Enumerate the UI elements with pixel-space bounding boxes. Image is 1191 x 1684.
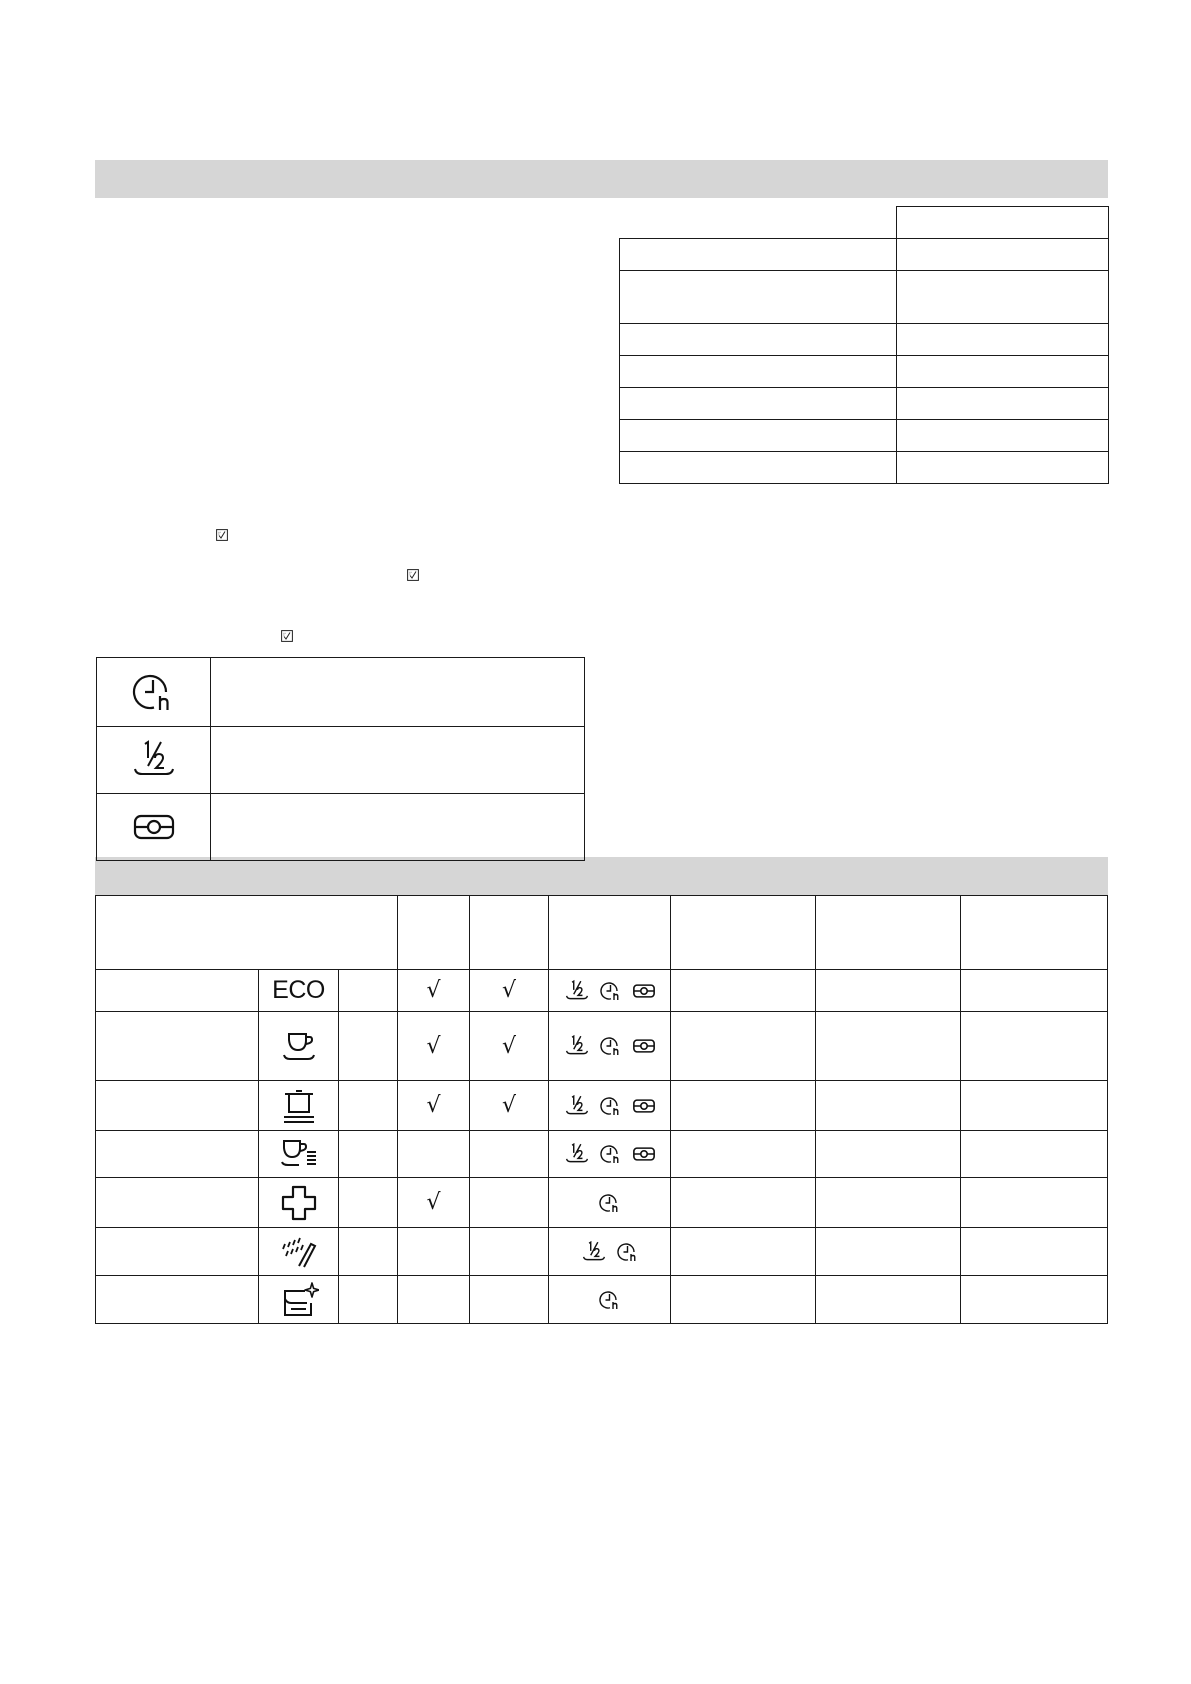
programme-options — [564, 1142, 656, 1166]
cup-on-plate-icon — [281, 1028, 317, 1064]
half-load-icon — [131, 738, 177, 782]
programme-options — [564, 1094, 656, 1118]
pot-icon — [280, 1086, 318, 1126]
programme-options — [581, 1240, 639, 1264]
section-header-band-programmes — [95, 857, 1108, 895]
spec-cell — [620, 452, 897, 484]
spec-cell — [620, 239, 897, 271]
programmes-header-row — [96, 896, 1108, 970]
spec-cell — [620, 420, 897, 452]
spec-row — [620, 324, 1109, 356]
header-cell — [961, 896, 1108, 970]
checkbox-icon — [281, 630, 293, 642]
programme-options — [564, 1034, 656, 1058]
check-mark: √ — [502, 978, 517, 1003]
options-legend-row — [97, 658, 585, 727]
extra-dry-icon — [632, 1038, 656, 1054]
extra-dry-icon — [632, 1098, 656, 1114]
spec-row — [620, 356, 1109, 388]
checkbox-icon — [216, 529, 228, 541]
header-cell — [549, 896, 671, 970]
programme-row — [96, 970, 1108, 1012]
section-header-band-specs — [95, 160, 1108, 198]
extra-dry-icon — [132, 812, 176, 842]
extra-dry-icon — [632, 983, 656, 999]
check-mark: √ — [426, 978, 441, 1003]
spec-cell — [897, 239, 1109, 271]
spec-cell — [897, 324, 1109, 356]
programme-row — [96, 1276, 1108, 1324]
spec-cell — [620, 271, 897, 324]
header-cell — [671, 896, 816, 970]
options-legend-row — [97, 794, 585, 861]
header-cell — [96, 896, 398, 970]
delay-start-clock-icon — [599, 1289, 621, 1311]
programme-options — [599, 1192, 621, 1214]
eco-text-icon: ECO — [272, 976, 325, 1004]
spec-cell — [897, 420, 1109, 452]
rinse-spray-icon — [279, 1234, 319, 1270]
half-load-icon — [564, 1142, 590, 1166]
delay-start-clock-icon — [132, 670, 176, 714]
programme-row — [96, 1131, 1108, 1178]
extra-dry-icon — [632, 1146, 656, 1162]
spec-row — [620, 420, 1109, 452]
check-mark: √ — [426, 1033, 441, 1059]
quick-cup-icon — [279, 1136, 319, 1172]
programmes-table — [95, 895, 1108, 1324]
spec-row — [620, 271, 1109, 324]
half-load-icon — [564, 979, 590, 1003]
half-load-icon — [564, 1034, 590, 1058]
options-legend-text — [211, 658, 585, 727]
delay-start-clock-icon — [600, 1035, 622, 1057]
spec-row — [620, 388, 1109, 420]
half-load-icon — [581, 1240, 607, 1264]
check-mark: √ — [502, 1093, 517, 1118]
header-cell — [816, 896, 961, 970]
programme-row — [96, 1178, 1108, 1228]
checkbox-icon — [407, 569, 419, 581]
spec-cell — [620, 388, 897, 420]
programme-row — [96, 1012, 1108, 1081]
check-mark: √ — [426, 1190, 441, 1215]
programme-row — [96, 1228, 1108, 1276]
delay-start-clock-icon — [600, 980, 622, 1002]
check-mark: √ — [426, 1093, 441, 1118]
options-legend-text — [211, 794, 585, 861]
header-cell — [398, 896, 470, 970]
spec-cell — [897, 452, 1109, 484]
spec-cell — [897, 271, 1109, 324]
header-cell — [470, 896, 549, 970]
check-mark: √ — [502, 1033, 517, 1059]
spec-cell — [897, 388, 1109, 420]
spec-cell — [620, 324, 897, 356]
machine-care-icon — [279, 1281, 319, 1319]
delay-start-clock-icon — [600, 1095, 622, 1117]
delay-start-clock-icon — [599, 1192, 621, 1214]
options-legend-text — [211, 727, 585, 794]
spec-cell — [897, 356, 1109, 388]
hygiene-cross-icon — [279, 1183, 319, 1223]
programme-row — [96, 1081, 1108, 1131]
spec-row — [620, 452, 1109, 484]
spec-row — [620, 239, 1109, 271]
half-load-icon — [564, 1094, 590, 1118]
programme-options — [564, 979, 656, 1003]
specification-table — [619, 206, 1109, 484]
options-legend-table — [96, 657, 585, 861]
programme-options — [599, 1289, 621, 1311]
spec-cell — [897, 207, 1109, 239]
options-legend-row — [97, 727, 585, 794]
delay-start-clock-icon — [600, 1143, 622, 1165]
spec-row — [620, 207, 1109, 239]
spec-cell — [620, 356, 897, 388]
delay-start-clock-icon — [617, 1241, 639, 1263]
